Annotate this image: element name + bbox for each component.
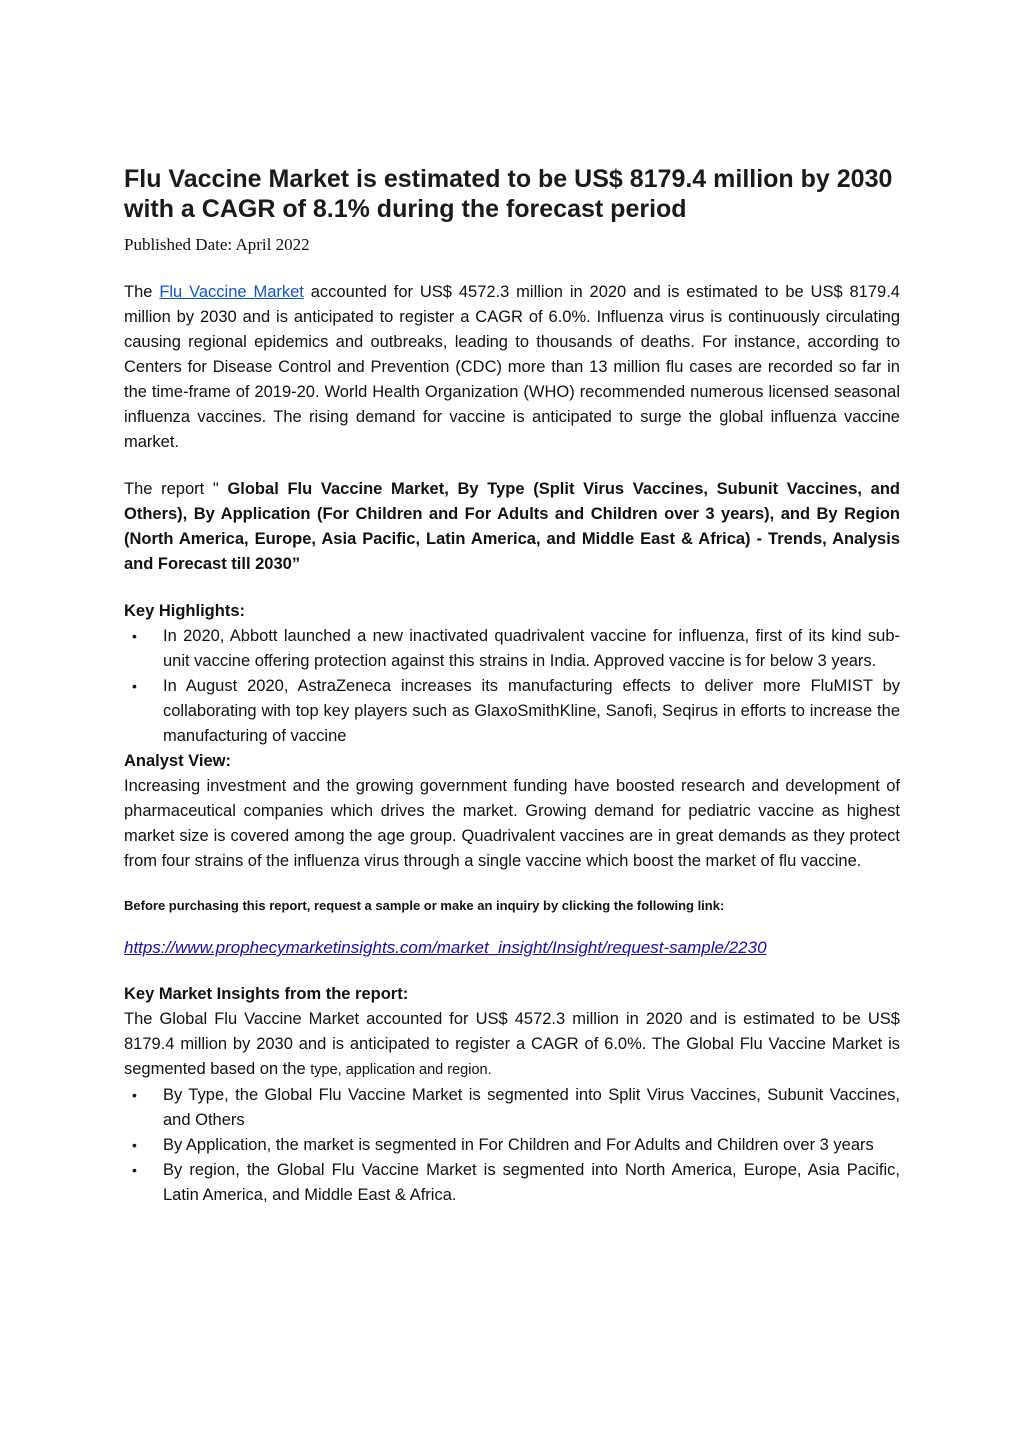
flu-vaccine-market-link[interactable]: Flu Vaccine Market — [159, 283, 304, 301]
segmentation-list — [124, 1083, 900, 1208]
highlight-text: In 2020, Abbott launched a new inactivated quadrivalent vaccine for influenza, first of its kind sub-unit vaccine offering protection against this strains in India. Approved vaccine is for below 3 years. — [163, 627, 900, 670]
list-item — [124, 1083, 900, 1133]
intro-prefix: The — [124, 283, 160, 301]
intro-text: accounted for US$ 4572.3 million in 2020 and is estimated to be US$ 8179.4 million by 2030 and is anticipated to register a CAGR of 6.0%. Influenza virus is continuously circulating causing regional epidemics and outbreaks, leading to thousands of deaths. For instance, according to Centers for Disease Control and Prevention (CDC) more than 13 million flu cases are recorded so far in the time-frame of 2019-20. World Health Organization (WHO) recommended numerous licensed seasonal influenza vaccines. The rising demand for vaccine is anticipated to surge the global influenza vaccine market. — [124, 283, 900, 451]
list-item — [124, 1133, 900, 1158]
bullet-icon: • — [132, 628, 137, 644]
segment-text: By Type, the Global Flu Vaccine Market is segmented into Split Virus Vaccines, Subunit Vaccines, and Others — [163, 1086, 900, 1129]
intro-paragraph — [124, 280, 900, 455]
list-item — [124, 1158, 900, 1208]
document-content — [124, 164, 900, 1208]
report-title: Global Flu Vaccine Market, By Type (Split Virus Vaccines, Subunit Vaccines, and Others), By Application (For Children and For Adults and Children over 3 years), and By Region (North America, Europe, Asia Pacific, Latin America, and Middle East & Africa) - Trends, Analysis and Forecast till 2030” — [124, 480, 900, 573]
list-item — [124, 624, 900, 674]
highlight-text: In August 2020, AstraZeneca increases its manufacturing effects to deliver more FluMIST by collaborating with top key players such as GlaxoSmithKline, Sanofi, Seqirus in efforts to increase the manufacturing of vaccine — [163, 677, 900, 745]
bullet-icon: • — [132, 1087, 137, 1103]
page-title: Flu Vaccine Market is estimated to be US$ 8179.4 million by 2030 with a CAGR of 8.1% during the forecast period — [124, 165, 893, 223]
bullet-icon: • — [132, 678, 137, 694]
bullet-icon: • — [132, 1162, 137, 1178]
sample-request-notice: Before purchasing this report, request a sample or make an inquiry by clicking the following link: — [124, 898, 725, 913]
key-highlights-heading: Key Highlights: — [124, 602, 246, 620]
segment-text: By region, the Global Flu Vaccine Market is segmented into North America, Europe, Asia Pacific, Latin America, and Middle East & Africa. — [163, 1161, 900, 1204]
bullet-icon: • — [132, 1137, 137, 1153]
request-sample-link[interactable]: https://www.prophecymarketinsights.com/market_insight/Insight/request-sample/2230 — [124, 938, 767, 957]
published-date: Published Date: April 2022 — [124, 235, 310, 254]
list-item — [124, 674, 900, 749]
key-market-insights-text — [124, 1007, 900, 1083]
report-prefix: The report " — [124, 480, 228, 498]
analyst-view-heading: Analyst View: — [124, 752, 231, 770]
insights-text-small: type, application and region. — [310, 1062, 492, 1078]
key-market-insights-heading: Key Market Insights from the report: — [124, 985, 409, 1003]
analyst-view-text: Increasing investment and the growing government funding have boosted research and development of pharmaceutical companies which drives the market. Growing demand for pediatric vaccine as highest market size is covered among the age group. Quadrivalent vaccines are in great demands as they protect from four strains of the influenza virus through a single vaccine which boost the market of flu vaccine. — [124, 777, 900, 870]
insights-text: The Global Flu Vaccine Market accounted for US$ 4572.3 million in 2020 and is estimated to be US$ 8179.4 million by 2030 and is anticipated to register a CAGR of 6.0%. The Global Flu Vaccine Market is segmented based on the — [124, 1010, 900, 1078]
key-highlights-list — [124, 624, 900, 749]
segment-text: By Application, the market is segmented in For Children and For Adults and Children over 3 years — [163, 1136, 874, 1154]
report-paragraph — [124, 477, 900, 577]
